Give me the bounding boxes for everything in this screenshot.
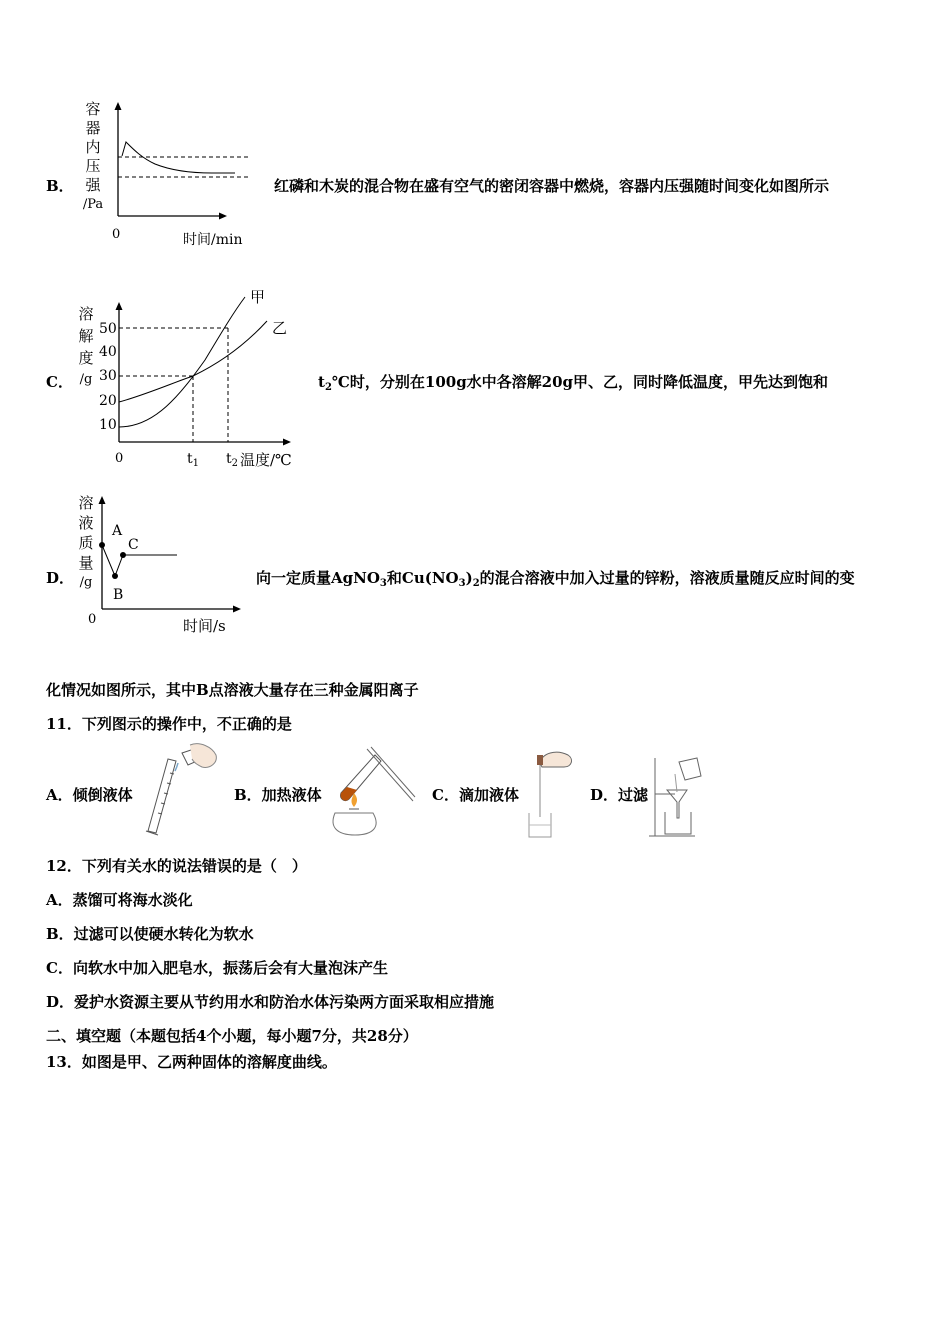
glass-rod: [675, 774, 677, 792]
tick-t1: [187, 451, 199, 469]
x-axis-arrow: [219, 213, 227, 220]
q11-option-d: D．过滤: [590, 786, 649, 804]
solubility-graph-svg: [75, 285, 305, 470]
option-d-sub-b2: 2: [472, 578, 480, 589]
ylabel-char: 压: [85, 157, 101, 175]
option-d-text-b: 和Cu(NO: [386, 569, 459, 587]
point-a: [99, 542, 105, 548]
solubility-graph-xlabel: 温度/℃: [240, 451, 292, 469]
dropping-liquid-illustration: [520, 745, 580, 840]
mass-curve: [102, 545, 177, 576]
q11-option-b: B．加热液体: [234, 786, 322, 804]
solubility-graph: [75, 285, 305, 470]
solution-mass-graph: [75, 493, 255, 638]
funnel: [667, 790, 687, 818]
ylabel-char: 强: [85, 176, 101, 194]
option-d-sub-b1: 3: [458, 578, 466, 589]
point-c: [120, 552, 126, 558]
q12-option-b: B．过滤可以使硬水转化为软水: [46, 925, 254, 943]
ytick-30: 30: [99, 368, 117, 384]
point-b-label: B: [113, 587, 124, 603]
option-b-label: B．: [46, 177, 74, 195]
solubility-graph-origin: 0: [115, 451, 124, 466]
graduated-cylinder: [148, 759, 176, 833]
ylabel-char: /g: [79, 372, 93, 387]
series-label-yi: 乙: [272, 319, 288, 337]
curve-yi: [119, 321, 267, 402]
dropper-hand: [540, 752, 571, 767]
mass-graph-svg: [75, 493, 255, 638]
option-d-sub-a: 3: [379, 578, 387, 589]
dropper-bulb: [537, 755, 543, 765]
option-c-main: ℃时，分别在100g水中各溶解20g甲、乙，同时降低温度，甲先达到饱和: [331, 373, 829, 391]
ylabel-char: 内: [85, 138, 101, 156]
t2-base: t: [226, 451, 232, 467]
ylabel-char: /Pa: [82, 197, 104, 212]
pressure-time-graph: [70, 100, 260, 250]
ylabel-char: /g: [79, 575, 93, 590]
x-axis-arrow: [283, 439, 291, 446]
ylabel-char: 器: [85, 119, 101, 137]
series-label-jia: 甲: [250, 288, 266, 306]
q11-option-c: C．滴加液体: [432, 786, 519, 804]
pressure-graph-svg: [70, 100, 260, 250]
ytick-50: 50: [99, 321, 117, 337]
pouring-beaker: [679, 758, 701, 780]
q11-stem: 11．下列图示的操作中，不正确的是: [46, 715, 292, 733]
option-c-text: [318, 375, 828, 393]
ylabel-char: 容: [85, 100, 101, 118]
ytick-10: 10: [99, 417, 117, 433]
pressure-graph-origin: 0: [112, 227, 121, 242]
heating-liquid-illustration: [327, 745, 417, 840]
ylabel-char: 度: [78, 349, 94, 367]
ylabel-char: 溶: [78, 494, 94, 512]
ylabel-char: 解: [78, 327, 94, 345]
pouring-hand: [190, 744, 216, 768]
pouring-liquid-illustration: [140, 745, 220, 840]
ytick-20: 20: [99, 393, 117, 409]
q11-option-a: A．倾倒液体: [46, 786, 133, 804]
option-d-close: ): [465, 569, 473, 587]
filtration-illustration: [645, 752, 705, 842]
option-c-t: t: [318, 373, 325, 391]
option-d-continuation: 化情况如图所示，其中B点溶液大量存在三种金属阳离子: [46, 681, 419, 699]
x-axis-arrow: [233, 606, 241, 613]
ylabel-char: 质: [78, 534, 94, 552]
test-tube-holder: [367, 747, 415, 801]
ytick-40: 40: [99, 344, 117, 360]
option-d-text-c: 的混合溶液中加入过量的锌粉，溶液质量随反应时间的变: [479, 569, 855, 587]
q12-option-c: C．向软水中加入肥皂水，振荡后会有大量泡沫产生: [46, 959, 388, 977]
y-axis-arrow: [115, 102, 122, 110]
curve-jia: [119, 297, 245, 427]
q13-stem: 13．如图是甲、乙两种固体的溶解度曲线。: [46, 1053, 337, 1071]
option-c-label: C．: [46, 373, 73, 391]
mass-graph-xlabel: 时间/s: [183, 617, 226, 635]
option-b-text: 红磷和木炭的混合物在盛有空气的密闭容器中燃烧，容器内压强随时间变化如图所示: [274, 177, 830, 195]
option-d-label: D．: [46, 569, 75, 587]
q12-stem: 12．下列有关水的说法错误的是（ ）: [46, 857, 307, 875]
y-axis-arrow: [116, 302, 123, 310]
ylabel-char: 量: [78, 554, 94, 572]
section-heading: 二、填空题（本题包括4个小题，每小题7分，共28分）: [46, 1027, 418, 1045]
y-axis-arrow: [99, 496, 106, 504]
ylabel-char: 液: [78, 514, 94, 532]
point-c-label: C: [128, 537, 139, 553]
option-d-text-a: 向一定质量AgNO: [256, 569, 380, 587]
pressure-graph-xlabel: 时间/min: [183, 232, 243, 248]
q12-option-a: A．蒸馏可将海水淡化: [46, 891, 193, 909]
tick-t2: [226, 451, 238, 469]
t1-base: t: [187, 451, 193, 467]
ylabel-char: 溶: [78, 305, 94, 323]
option-d-text: [256, 571, 855, 589]
point-b: [112, 573, 118, 579]
option-c-t-sub: 2: [324, 382, 332, 393]
t2-sub: 2: [231, 458, 239, 469]
beaker-receiver: [665, 812, 691, 834]
point-a-label: A: [112, 523, 123, 539]
t1-sub: 1: [192, 458, 200, 469]
mass-graph-origin: 0: [88, 612, 97, 627]
alcohol-lamp: [333, 813, 376, 835]
q12-option-d: D．爱护水资源主要从节约用水和防治水体污染两方面采取相应措施: [46, 993, 495, 1011]
